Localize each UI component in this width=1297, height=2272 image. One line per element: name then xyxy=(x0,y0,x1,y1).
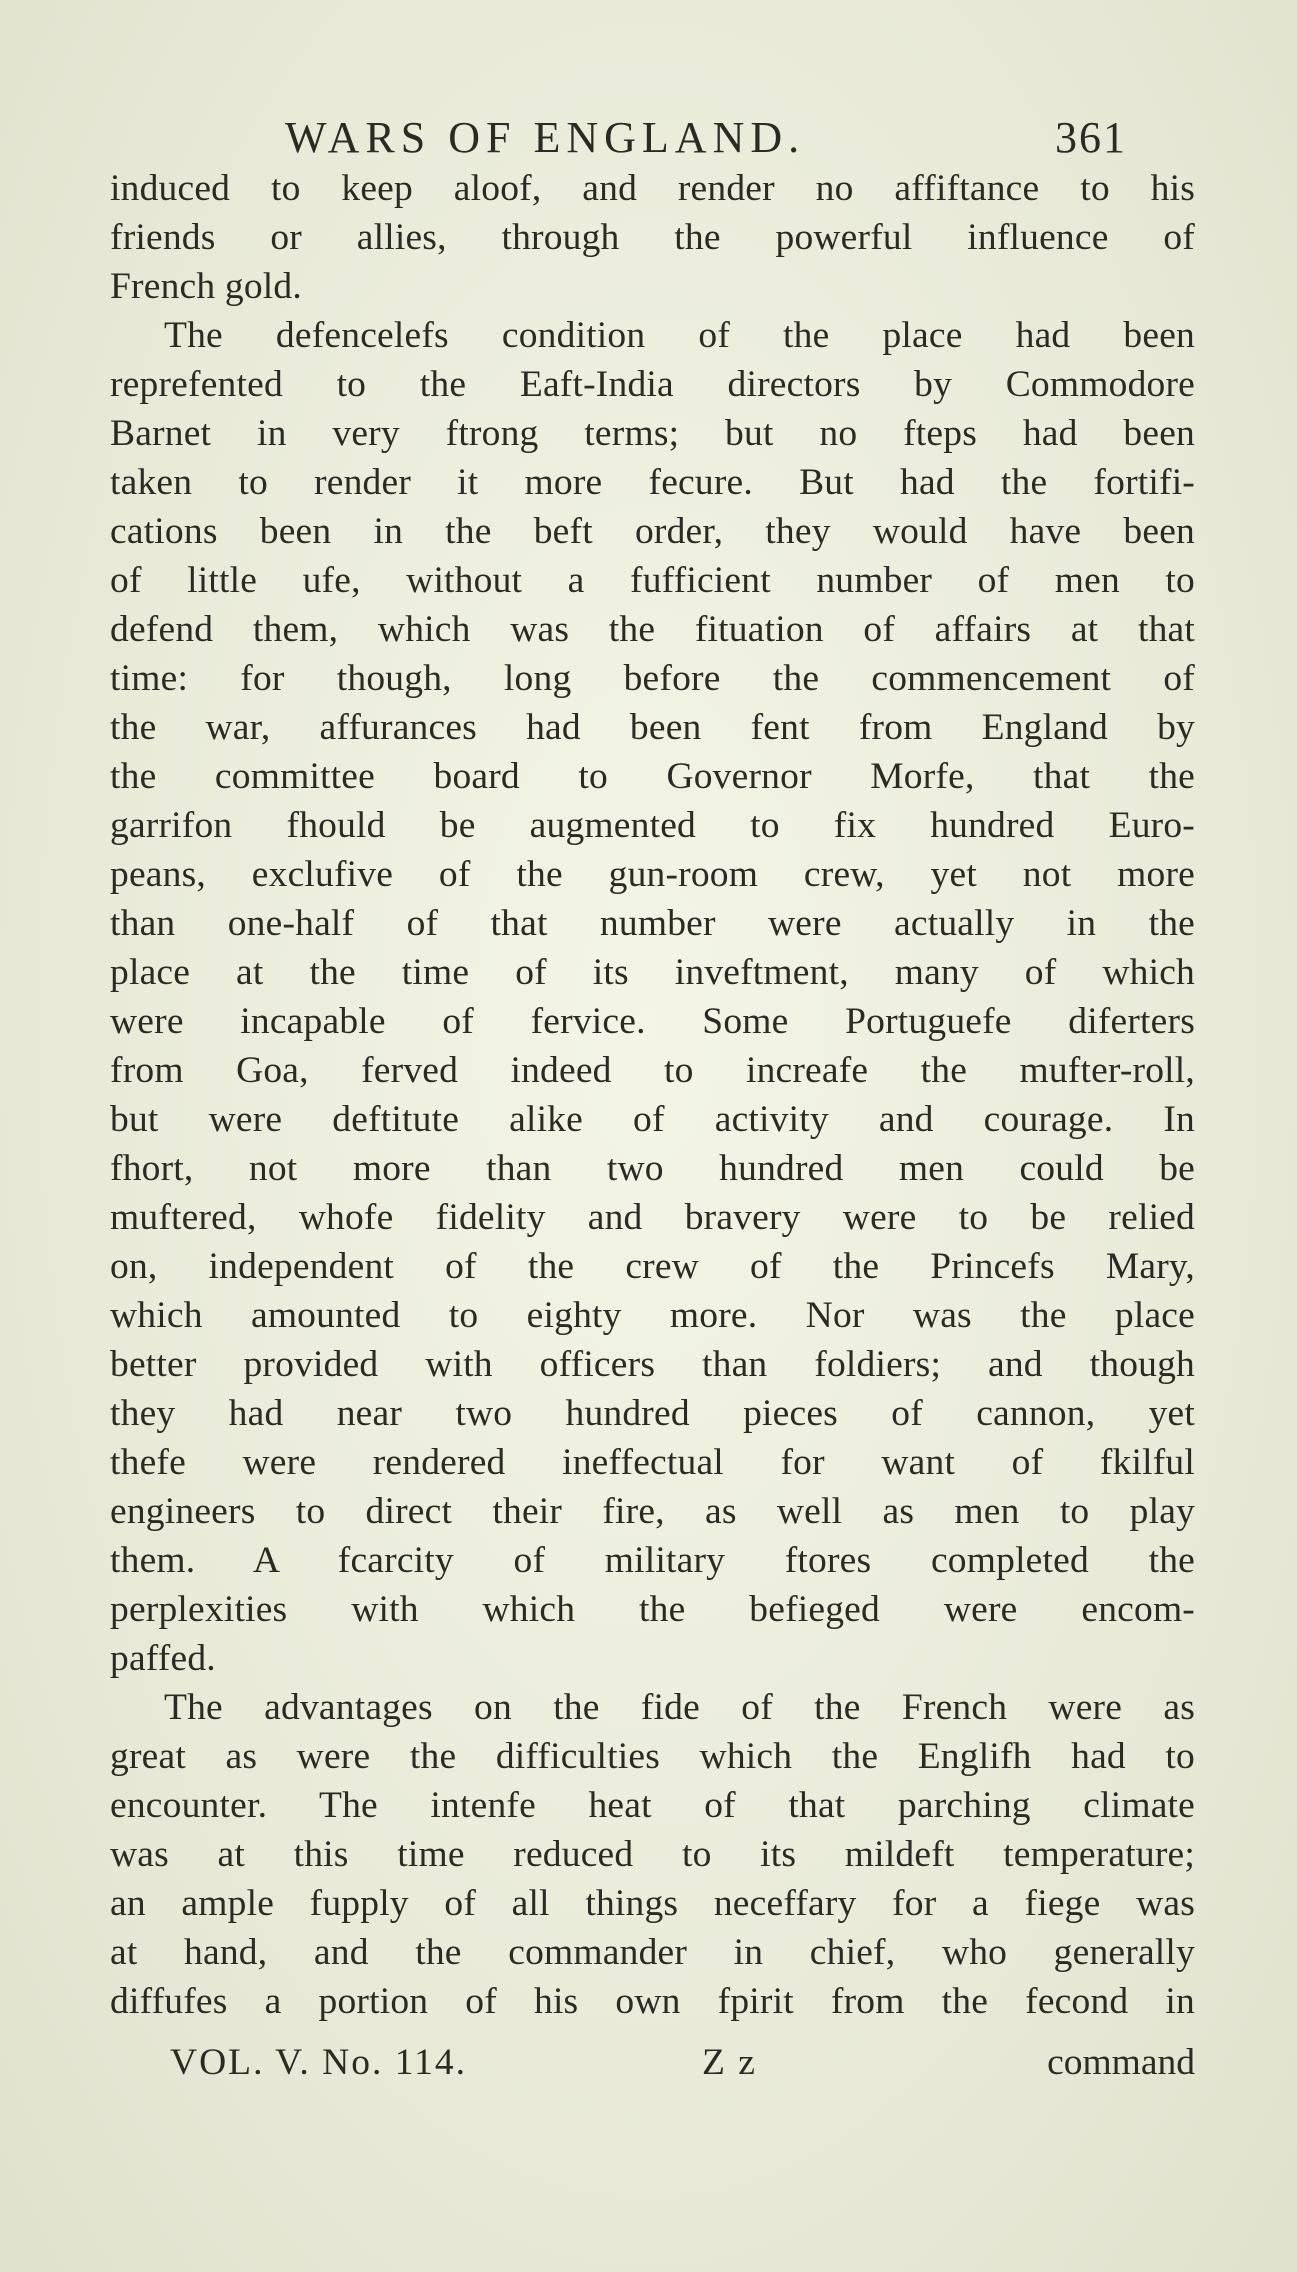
text-line: of little ufe, without a fufficient number of men to xyxy=(110,560,1195,601)
text-line: engineers to direct their fire, as well as men to play xyxy=(110,1491,1195,1532)
page-footer xyxy=(170,2038,1195,2088)
text-line: paffed. xyxy=(110,1638,216,1679)
text-line: were incapable of fervice. Some Portuguefe diferters xyxy=(110,1001,1195,1042)
text-line: muftered, whofe fidelity and bravery were to be relied xyxy=(110,1197,1195,1238)
text-line: The defencelefs condition of the place had been xyxy=(164,315,1195,356)
text-line: at hand, and the commander in chief, who generally xyxy=(110,1932,1195,1973)
text-line: cations been in the beft order, they would have been xyxy=(110,511,1195,552)
text-line: the war, affurances had been fent from England by xyxy=(110,707,1195,748)
text-line: encounter. The intenfe heat of that parching climate xyxy=(110,1785,1195,1826)
text-line: reprefented to the Eaft-India directors by Commodore xyxy=(110,364,1195,405)
text-line: Barnet in very ftrong terms; but no fteps had been xyxy=(110,413,1195,454)
text-line: time: for though, long before the commencement of xyxy=(110,658,1195,699)
text-line: friends or allies, through the powerful influence of xyxy=(110,217,1195,258)
text-line: on, independent of the crew of the Princefs Mary, xyxy=(110,1246,1195,1287)
text-line: defend them, which was the fituation of affairs at that xyxy=(110,609,1195,650)
text-line: great as were the difficulties which the Englifh had to xyxy=(110,1736,1195,1777)
text-line: peans, exclufive of the gun-room crew, yet not more xyxy=(110,854,1195,895)
text-line: induced to keep aloof, and render no affiftance to his xyxy=(110,168,1195,209)
catchword: command xyxy=(1047,2042,1195,2083)
running-head xyxy=(285,108,1185,168)
text-line: diffufes a portion of his own fpirit from the fecond in xyxy=(110,1981,1195,2022)
text-line: than one-half of that number were actually in the xyxy=(110,903,1195,944)
volume-signature: VOL. V. No. 114. xyxy=(170,2042,467,2083)
text-line: thefe were rendered ineffectual for want of fkilful xyxy=(110,1442,1195,1483)
text-line: fhort, not more than two hundred men could be xyxy=(110,1148,1195,1189)
text-line: which amounted to eighty more. Nor was the place xyxy=(110,1295,1195,1336)
text-line: place at the time of its inveftment, many of which xyxy=(110,952,1195,993)
text-line: French gold. xyxy=(110,266,302,307)
running-title: WARS OF ENGLAND. xyxy=(285,113,806,162)
text-line: better provided with officers than foldiers; and though xyxy=(110,1344,1195,1385)
text-line: The advantages on the fide of the French were as xyxy=(164,1687,1195,1728)
signature-mark: Z z xyxy=(702,2042,757,2083)
body-text xyxy=(110,164,1195,2026)
text-line: but were deftitute alike of activity and courage. In xyxy=(110,1099,1195,1140)
text-line: taken to render it more fecure. But had the fortifi- xyxy=(110,462,1195,503)
text-line: garrifon fhould be augmented to fix hundred Euro- xyxy=(110,805,1195,846)
text-line: them. A fcarcity of military ftores completed the xyxy=(110,1540,1195,1581)
text-line: was at this time reduced to its mildeft temperature; xyxy=(110,1834,1195,1875)
text-line: perplexities with which the befieged were encom- xyxy=(110,1589,1195,1630)
text-line: an ample fupply of all things neceffary for a fiege was xyxy=(110,1883,1195,1924)
page-number: 361 xyxy=(1055,113,1127,162)
text-line: from Goa, ferved indeed to increafe the mufter-roll, xyxy=(110,1050,1195,1091)
text-line: they had near two hundred pieces of cannon, yet xyxy=(110,1393,1195,1434)
text-line: the committee board to Governor Morfe, that the xyxy=(110,756,1195,797)
